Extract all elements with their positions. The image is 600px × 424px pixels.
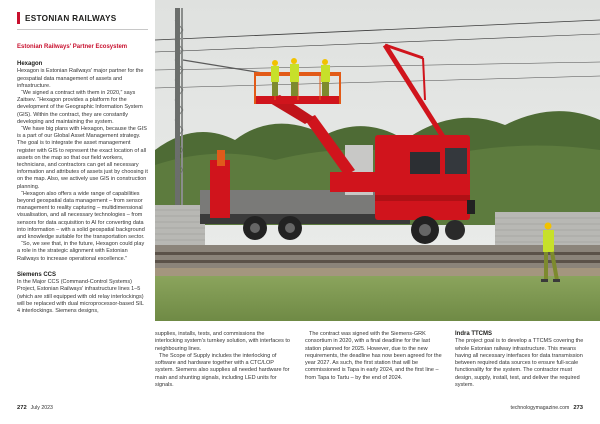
footer-left	[17, 405, 53, 411]
column-paragraph: The Scope of Supply includes the interlocking of software and hardware together with a CTC/LOP system. Siemens also supplies all needed hardware for main and shunting signals, including LED units for signals.	[155, 352, 290, 389]
page-number-right: 273	[573, 405, 583, 411]
column-paragraph: The contract was signed with the Siemens-GRK consortium in 2020, with a final deadline for the last station planned for 2025. However, due to the new requirements, the deadline has now been agreed for the year 2027. As such, the first station that will be commissioned is Tapa in early 2024, and the first line – from Tapa to Tartu – by the end of 2024.	[305, 331, 442, 381]
site-url: technologymagazine.com	[510, 405, 570, 411]
ecosystem-title: Estonian Railways' Partner Ecosystem	[17, 44, 128, 50]
article-column-2	[155, 331, 290, 389]
section-divider	[17, 29, 148, 30]
issue-date: July 2023	[30, 405, 53, 411]
siemens-ccs-paragraph: In the Major CCS (Command-Control Systems) Project, Estonian Railways' infrastructure lines 1–5 (which are still equipped with old relay interlockings) will be replaced with dual microprocessor-based SIL 4 interlockings. Siemens designs,	[17, 279, 144, 314]
siemens-ccs-heading: Siemens CCS	[17, 271, 57, 278]
hexagon-paragraph: “We signed a contract with them in 2020,” says Zaitsev. “Hexagon provides a platform for the development of the Geographic Information System (GIS). Within the contract, they are constantly developing and maintaining the system.	[17, 90, 143, 125]
section-header	[17, 12, 117, 24]
indra-ttcms-heading: Indra TTCMS	[455, 331, 492, 337]
hexagon-paragraph: “So, we see that, in the future, Hexagon could play a role in the strategic alignment with Estonian Railways to increase operational excellence.”	[17, 241, 145, 262]
hexagon-heading: Hexagon	[17, 61, 43, 68]
article-column-3	[305, 331, 443, 382]
hexagon-paragraph: “Hexagon also offers a wide range of capabilities beyond geospatial data management – from sensor management to reality capturing – multidimensional visualisation, and all necessary technologies – from sensors for data acquisition to AI for converting data into information – with a solid geospatial background and knowledge suitable for the transportation sector.	[17, 190, 145, 241]
hexagon-paragraph: Hexagon is Estonian Railways' major partner for the geospatial data management of assets and infrastructure.	[17, 68, 144, 89]
feature-photo	[155, 0, 600, 321]
column-paragraph: supplies, installs, tests, and commissions the interlocking system's turnkey solution, with interfaces to neighbouring lines.	[155, 331, 290, 352]
section-title: ESTONIAN RAILWAYS	[25, 13, 117, 23]
hexagon-paragraph: “We have big plans with Hexagon, because the GIS is a part of our Global Asset Management strategy. The goal is to integrate the asset management register with GIS to represent the exact location of all assets on the map so that our field workers, technicians, and contractors can get all necessary information and attributes of assets just by choosing it on the map. Also, we actively use GIS in construction planning.	[17, 126, 148, 190]
page-number-left: 272	[17, 405, 27, 411]
sidebar-column	[17, 44, 148, 315]
column-paragraph: The project goal is to develop a TTCMS covering the whole Estonian railway infrastructure. This means having all necessary interfaces for data transmission between required data sources to ensure full-scale functionality for the system. The contractor must design, supply, install, test, and deliver the required system.	[455, 338, 584, 389]
footer-right	[511, 405, 584, 411]
section-accent-bar	[17, 12, 20, 24]
article-column-4	[455, 331, 585, 389]
